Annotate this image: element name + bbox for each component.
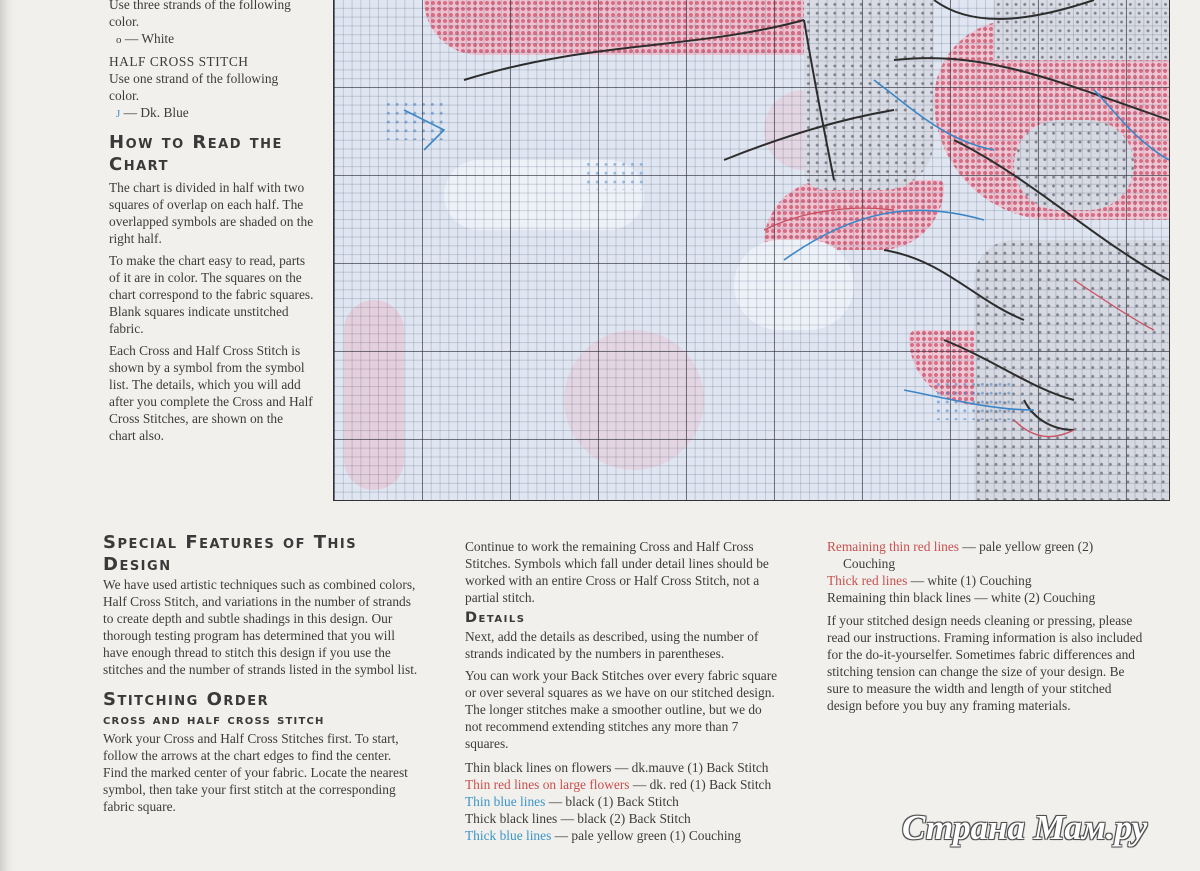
half-cross-heading: HALF CROSS STITCH <box>109 54 249 69</box>
special-features-paragraph <box>103 576 453 678</box>
text-line: strands indicated by the numbers in parentheses. <box>465 646 725 661</box>
text-line: squares. <box>465 736 509 751</box>
text-line: overlapped symbols are shaded on the <box>109 214 314 229</box>
details-heading: Details <box>465 610 526 626</box>
text-line: chart also. <box>109 428 165 443</box>
thick-black-line <box>724 110 894 160</box>
text-line: Continue to work the remaining Cross and Half Cross <box>465 539 754 554</box>
white-symbol-label: — White <box>124 31 175 46</box>
text-line: list. The details, which you will add <box>109 377 301 392</box>
continue-paragraph <box>465 538 815 606</box>
cross-half-cross-subheading: cross and half cross stitch <box>103 712 325 728</box>
text-line: for the do-it-yourselfer. Sometimes fabric differences and <box>827 647 1135 662</box>
half-cross-text: color. <box>109 88 140 103</box>
text-line: The chart is divided in half with two <box>109 180 305 195</box>
intro-line: Use three strands of the following <box>109 0 291 12</box>
how-to-read-heading: How to Read the <box>109 132 283 153</box>
text-line: after you complete the Cross and Half <box>109 394 313 409</box>
detail-line-label: Thick blue lines <box>465 828 552 843</box>
text-line: read our instructions. Framing information is also included <box>827 630 1143 645</box>
thin-red-line <box>764 208 894 230</box>
detail-line-value: — black (2) Back Stitch <box>557 811 691 826</box>
text-line: sure to measure the width and length of your stitched <box>827 681 1112 696</box>
special-features-column <box>103 532 453 815</box>
detail-line-value: — pale yellow green (1) Couching <box>551 828 741 843</box>
text-line: We have used artistic techniques such as combined colors, <box>103 577 416 592</box>
detail-line-item <box>465 827 815 844</box>
text-line: thorough testing program has determined that you will <box>103 628 395 643</box>
how-to-read-heading-line2: Chart <box>109 154 169 175</box>
couching-line-continuation: Couching <box>843 556 896 571</box>
text-line: Each Cross and Half Cross Stitch is <box>109 343 301 358</box>
back-stitch-paragraph <box>465 667 815 752</box>
special-features-heading: Special Features of This <box>103 532 358 553</box>
half-cross-text: Use one strand of the following <box>109 71 279 86</box>
detail-line-label: Thick black lines <box>465 811 558 826</box>
text-line: stitches and the number of strands listed in the symbol list. <box>103 662 418 677</box>
text-line: fabric. <box>109 321 144 336</box>
dkblue-symbol-label: — Dk. Blue <box>123 105 189 120</box>
intro-line: color. <box>109 14 140 29</box>
detail-line-list <box>465 759 815 844</box>
text-line: To make the chart easy to read, parts <box>109 253 306 268</box>
detail-line-label: Thin black lines on flowers <box>465 760 612 775</box>
detail-line-item <box>465 810 815 827</box>
detail-line-label: Thin blue lines <box>465 794 546 809</box>
text-line: right half. <box>109 231 162 246</box>
text-line: to create depth and subtle shadings in this design. Our <box>103 611 393 626</box>
thick-black-line <box>954 140 1169 280</box>
how-to-read-paragraph-1 <box>109 179 331 247</box>
stitching-order-heading: Stitching Order <box>103 689 270 710</box>
text-line: Cross Stitches, are shown on the <box>109 411 284 426</box>
thick-black-line <box>804 20 834 180</box>
details-column <box>465 538 815 844</box>
thin-red-line <box>1074 280 1154 330</box>
text-line: Work your Cross and Half Cross Stitches first. To start, <box>103 731 399 746</box>
white-symbol: o <box>116 34 122 46</box>
text-line: stitching tension can change the size of your design. Be <box>827 664 1125 679</box>
text-line: Find the marked center of your fabric. Locate the nearest <box>103 765 408 780</box>
text-line: shown by a symbol from the symbol <box>109 360 305 375</box>
detail-line-item <box>465 776 815 793</box>
text-line: The longer stitches make a smoother outline, but we do <box>465 702 762 717</box>
detail-line-value: — dk. red (1) Back Stitch <box>629 777 772 792</box>
text-line: not recommend extending stitches any more than 7 <box>465 719 739 734</box>
thick-blue-line <box>904 390 1034 410</box>
dkblue-symbol: J <box>116 108 121 120</box>
how-to-read-paragraph-2 <box>109 252 331 337</box>
page-spine-shadow <box>0 0 14 871</box>
text-line: fabric square. <box>103 799 176 814</box>
detail-line-value: — black (1) Back Stitch <box>545 794 679 809</box>
text-line: Stitches. Symbols which fall under detail lines should be <box>465 556 769 571</box>
thick-black-line <box>464 20 804 80</box>
couching-line <box>827 572 1182 589</box>
couching-line-label: Thick red lines <box>827 573 908 588</box>
stitching-order-paragraph <box>103 730 453 815</box>
special-features-heading-line2: Design <box>103 554 172 575</box>
couching-line <box>827 538 1182 555</box>
site-watermark-logo: Страна Мам.ру <box>902 808 1148 847</box>
text-line: design before you buy any framing materials. <box>827 698 1071 713</box>
how-to-read-paragraph-3 <box>109 342 331 444</box>
details-paragraph <box>465 628 815 662</box>
thick-blue-line <box>874 80 994 150</box>
thick-black-line <box>884 250 1024 320</box>
text-line: have enough thread to stitch this design if you use the <box>103 645 391 660</box>
text-line: symbol, then take your first stitch at the corresponding <box>103 782 396 797</box>
text-line: partial stitch. <box>465 590 535 605</box>
couching-line-value: — white (1) Couching <box>907 573 1032 588</box>
dkblue-symbol-row <box>109 104 331 123</box>
text-line: Next, add the details as described, using the number of <box>465 629 759 644</box>
thick-black-line <box>894 58 1169 120</box>
text-line: You can work your Back Stitches over every fabric square <box>465 668 778 683</box>
couching-line-value: — pale yellow green (2) <box>959 539 1094 554</box>
detail-line-label: Thin red lines on large flowers <box>465 777 630 792</box>
text-line: Blank squares indicate unstitched <box>109 304 289 319</box>
thick-blue-line <box>404 110 444 150</box>
couching-line: Remaining thin black lines — white (2) Couching <box>827 590 1096 605</box>
thick-black-line <box>934 0 1094 19</box>
text-line: squares of overlap on each half. The <box>109 197 304 212</box>
text-line: If your stitched design needs cleaning or pressing, please <box>827 613 1133 628</box>
symbol-list-column <box>109 0 331 444</box>
couching-line-label: Remaining thin red lines <box>827 539 960 554</box>
thick-blue-line <box>1094 90 1169 160</box>
text-line: of it are in color. The squares on the <box>109 270 302 285</box>
thick-blue-line <box>784 210 984 260</box>
text-line: follow the arrows at the chart edges to find the center. <box>103 748 392 763</box>
detail-line-item <box>465 793 815 810</box>
thick-black-line <box>944 340 1074 400</box>
thick-black-line <box>1024 400 1074 430</box>
cross-stitch-chart <box>333 0 1170 501</box>
text-line: Half Cross Stitch, and variations in the number of strands <box>103 594 411 609</box>
couching-column <box>827 538 1182 714</box>
text-line: or over several squares as we have on our stitched design. <box>465 685 775 700</box>
detail-line-value: — dk.mauve (1) Back Stitch <box>611 760 769 775</box>
text-line: chart correspond to the fabric squares. <box>109 287 314 302</box>
white-symbol-row <box>109 30 331 49</box>
finishing-paragraph <box>827 612 1182 714</box>
detail-line-item <box>465 759 815 776</box>
text-line: worked with an entire Cross or Half Cross Stitch, not a <box>465 573 760 588</box>
backstitch-lines <box>334 0 1169 500</box>
